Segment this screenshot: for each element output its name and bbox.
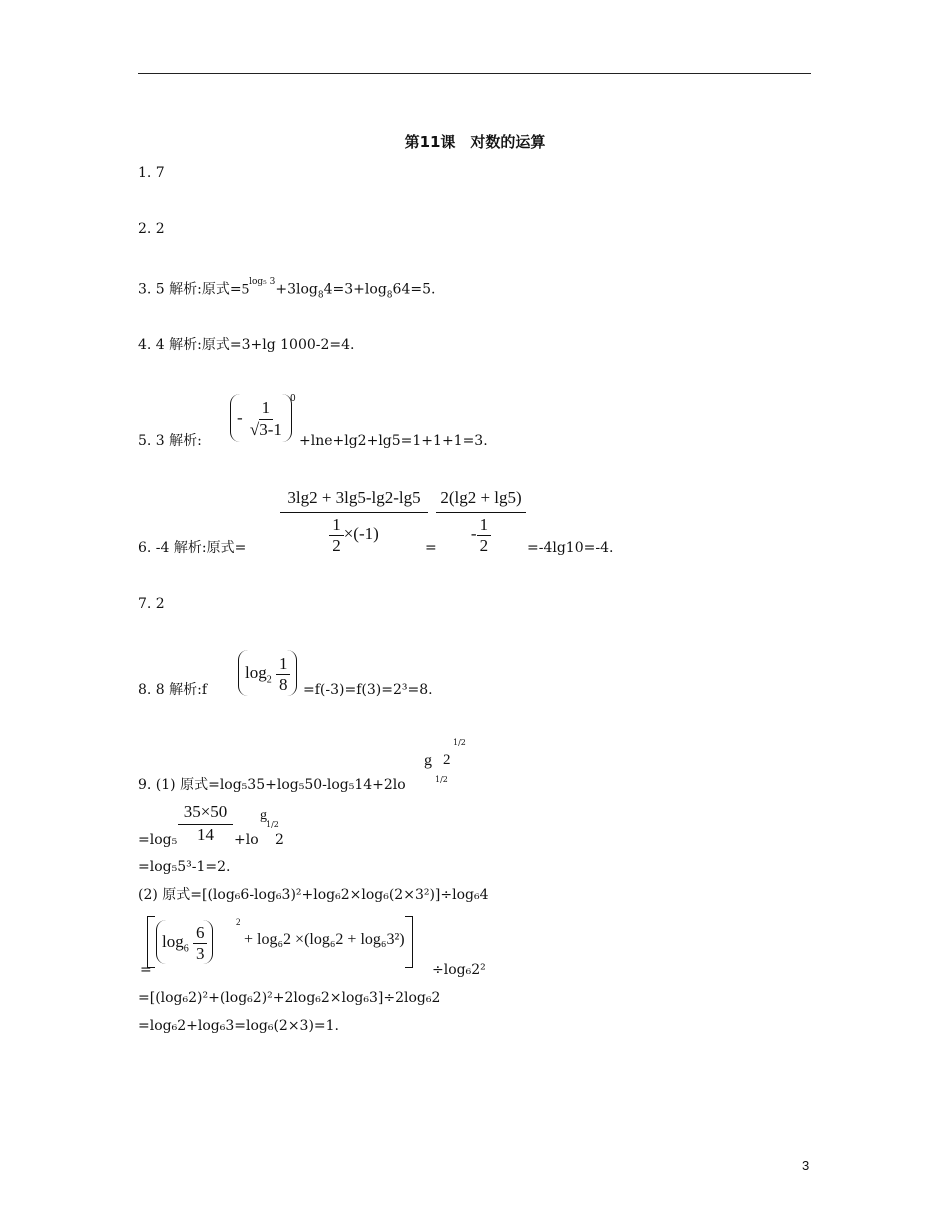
answer-6-f1-den-den: 2 [332,535,341,555]
answer-9-line-4: (2) 原式=[(log₆6-log₆3)²+log₆2×log₆(2×3²)]÷log₆4 [138,887,489,903]
answer-9-line-2-rest: +lo [234,832,259,848]
answer-6-f1-den-rest: ×(-1) [343,523,379,543]
answer-9-line-5-den: 3 [195,943,205,963]
answer-9-line-5-log-sub: 6 [183,943,189,955]
answer-7: 7. 2 [138,596,165,612]
page-number: 3 [802,1158,810,1173]
answer-5-paren [230,394,292,442]
answer-3 [138,277,436,301]
answer-6-fraction-1 [280,488,428,555]
answer-4: 4. 4 解析:原式=3+lg 1000-2=4. [138,337,355,353]
answer-9-line-5-log: log [162,932,184,951]
answer-5-den: √3-1 [249,419,282,439]
answer-6-f2-numerator: 2(lg2 + lg5) [436,488,526,513]
answer-5-minus: - [237,408,243,427]
answer-9-line-2-sub: 1/2 [266,820,279,829]
answer-9-line-5-bracket [147,916,427,968]
answer-9-line-7: =log₆2+log₆3=log₆(2×3)=1. [138,1018,340,1034]
answer-9-line-1-pow: 2 [443,752,451,768]
answer-5-expression [230,394,292,442]
answer-8-num: 1 [276,654,291,675]
header-rule [138,73,811,74]
answer-3-exponent: log₅ 3 [249,277,276,287]
answer-9-line-1-sub: 1/2 [435,775,448,784]
answer-6-f1-den-num: 1 [329,515,344,536]
answer-3-rest3: 64=5. [392,281,436,298]
answer-9-line-3: =log₅5³-1=2. [138,859,231,875]
answer-9-line-2-den: 14 [197,825,214,844]
answer-3-rest2: 4=3+log [323,281,387,298]
answer-3-sub-a: 8 [317,290,324,301]
answer-5-exponent: 0 [290,394,296,404]
answer-5-prefix: 5. 3 解析: [138,433,202,449]
answer-9-line-6: =[(log₆2)²+(log₆2)²+2log₆2×log₆3]÷2log₆2 [138,990,441,1006]
answer-9-line-5-equals: = [140,962,152,978]
answer-6-rest: =-4lg10=-4. [527,540,614,556]
answer-6-prefix: 6. -4 解析:原式= [138,540,247,556]
answer-6-f2-den-den: 2 [479,535,489,555]
answer-9-line-1-powexp: 1/2 [453,738,466,747]
answer-9-line-5-mid: + log₆2 ×(log₆2 + log₆3²) [244,931,405,948]
answer-6-f2-denominator [436,515,526,555]
answer-8-expression [238,650,297,696]
answer-3-prefix: 3. 5 解析:原式= [138,281,242,298]
answer-5-num: 1 [259,398,274,419]
answer-8-log-sub: 2 [266,674,272,686]
answer-6-f2-minus: - [470,523,477,543]
answer-9-line-2-g: g [260,808,267,823]
answer-3-sub-b: 8 [386,290,393,301]
answer-3-base: 5 [241,281,250,298]
answer-8-log: log [245,663,267,682]
answer-9-line-2-fraction [178,802,233,845]
answer-6-f1-denominator [280,515,428,555]
answer-9-line-2-tail: 2 [275,832,284,848]
answer-6-f1-numerator: 3lg2 + 3lg5-lg2-lg5 [280,488,428,513]
answer-6-equals: = [425,540,437,556]
answer-9-line-2-prefix: =log₅ [138,832,178,848]
answer-1: 1. 7 [138,165,165,181]
answer-2: 2. 2 [138,221,165,237]
page-title: 第11课 对数的运算 [404,133,546,151]
answer-9-line-2-num: 35×50 [178,802,233,825]
answer-9-line-5-square: 2 [236,917,241,927]
answer-9-line-1-g: g [424,752,432,769]
answer-5-rest: +lne+lg2+lg5=1+1+1=3. [299,433,488,449]
answer-9-line-5-num: 6 [193,923,208,944]
answer-9-line-5-tail: ÷log₆2² [432,962,486,978]
answer-8-den: 8 [278,674,288,694]
answer-8-rest: =f(-3)=f(3)=2³=8. [303,682,433,698]
answer-3-rest: +3log [275,281,318,298]
answer-6-fraction-2 [436,488,526,555]
answer-9-line-1: 9. (1) 原式=log₅35+log₅50-log₅14+2lo [138,777,406,793]
answer-6-f2-den-num: 1 [477,515,492,536]
answer-8-prefix: 8. 8 解析:f [138,682,208,698]
